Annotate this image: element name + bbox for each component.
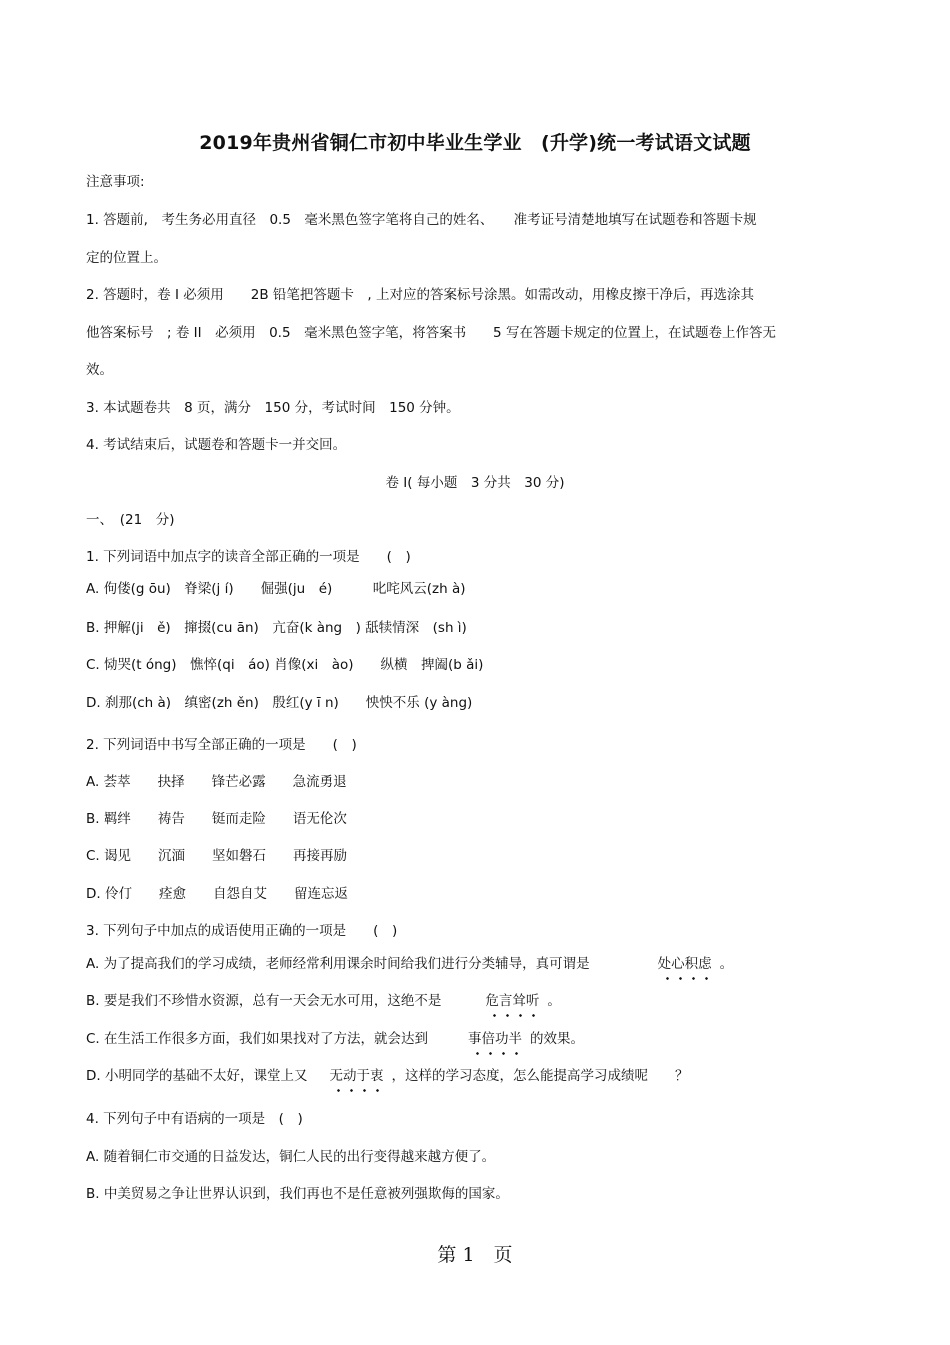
notice-heading: 注意事项: xyxy=(86,174,145,190)
q4-option-b: B. 中美贸易之争让世界认识到，我们再也不是任意被列强欺侮的国家。 xyxy=(86,1186,509,1202)
q3-d-end: ，这样的学习态度，怎么能提高学习成绩呢 ？ xyxy=(391,1068,689,1084)
notice-item-2a: 2. 答题时，卷 I 必须用 2B 铅笔把答题卡 , 上对应的答案标号涂黑。如需改动，用橡皮擦干净后，再选涂其 xyxy=(86,287,754,303)
q2-option-c: C. 谒见 沉湎 坚如磐石 再接再励 xyxy=(86,848,348,864)
q4-option-a: A. 随着铜仁市交通的日益发达，铜仁人民的出行变得越来越方便了。 xyxy=(86,1149,496,1165)
q3-option-b xyxy=(86,992,561,1010)
q3-b-text: B. 要是我们不珍惜水资源，总有一天会无水可用，这绝不是 xyxy=(86,993,442,1009)
notice-item-1b: 定的位置上。 xyxy=(86,250,167,266)
q3-a-idiom: 处心积虑 xyxy=(657,956,712,972)
notice-item-3: 3. 本试题卷共 8 页，满分 150 分，考试时间 150 分钟。 xyxy=(86,400,460,416)
section-title: 卷 I( 每小题 3 分共 30 分) xyxy=(385,475,565,491)
q3-b-idiom: 危言耸听 xyxy=(485,993,540,1009)
notice-item-4: 4. 考试结束后，试题卷和答题卡一并交回。 xyxy=(86,437,347,453)
q4-stem: 4. 下列句子中有语病的一项是 ( ) xyxy=(86,1111,303,1127)
notice-item-2b: 他答案标号 ; 卷 II 必须用 0.5 毫米黑色签字笔，将答案书 5 写在答题卡规定的位置上，在试题卷上作答无 xyxy=(86,325,776,341)
q3-option-d xyxy=(86,1067,688,1085)
q3-b-end: 。 xyxy=(547,993,561,1009)
q1-option-d: D. 刹那(ch à) 缜密(zh ěn) 殷红(y ī n) 怏怏不乐 (y àng) xyxy=(86,695,473,711)
q3-a-text: A. 为了提高我们的学习成绩，老师经常利用课余时间给我们进行分类辅导，真可谓是 xyxy=(86,956,590,972)
q2-stem: 2. 下列词语中书写全部正确的一项是 ( ) xyxy=(86,737,357,753)
notice-item-2c: 效。 xyxy=(86,362,113,378)
q3-option-a xyxy=(86,955,733,973)
q3-d-idiom: 无动于衷 xyxy=(329,1068,384,1084)
page-number: 第 1 页 xyxy=(437,1244,513,1266)
notice-item-1a: 1. 答题前, 考生务必用直径 0.5 毫米黑色签字笔将自己的姓名、 准考证号清楚地填写在试题卷和答题卡规 xyxy=(86,212,757,228)
q2-option-d: D. 伶仃 痊愈 自怨自艾 留连忘返 xyxy=(86,886,348,902)
q3-c-text: C. 在生活工作很多方面，我们如果找对了方法，就会达到 xyxy=(86,1031,429,1047)
q2-option-b: B. 羁绊 祷告 铤而走险 语无伦次 xyxy=(86,811,347,827)
q1-stem: 1. 下列词语中加点字的读音全部正确的一项是 ( ) xyxy=(86,549,411,565)
q3-d-text: D. 小明同学的基础不太好，课堂上又 xyxy=(86,1068,308,1084)
q1-option-c: C. 恸哭(t óng) 憔悴(qi áo) 肖像(xi ào) 纵横 捭阖(b ǎi) xyxy=(86,657,484,673)
q3-stem: 3. 下列句子中加点的成语使用正确的一项是 ( ) xyxy=(86,923,398,939)
q1-option-b: B. 押解(ji ě) 撺掇(cu ān) 亢奋(k àng ) 舐犊情深 (sh ì) xyxy=(86,620,467,636)
q3-c-idiom: 事倍功半 xyxy=(468,1031,523,1047)
page-title: 2019年贵州省铜仁市初中毕业生学业 (升学)统一考试语文试题 xyxy=(199,132,751,154)
q1-option-a: A. 佝偻(g ōu) 脊梁(j í) 倔强(ju é) 叱咤风云(zh à) xyxy=(86,581,466,597)
q3-option-c xyxy=(86,1030,584,1048)
q3-c-end: 的效果。 xyxy=(530,1031,585,1047)
part-one-heading: 一、 (21 分) xyxy=(86,512,175,528)
q3-a-end: 。 xyxy=(719,956,734,972)
q2-option-a: A. 荟萃 抉择 锋芒必露 急流勇退 xyxy=(86,774,347,790)
